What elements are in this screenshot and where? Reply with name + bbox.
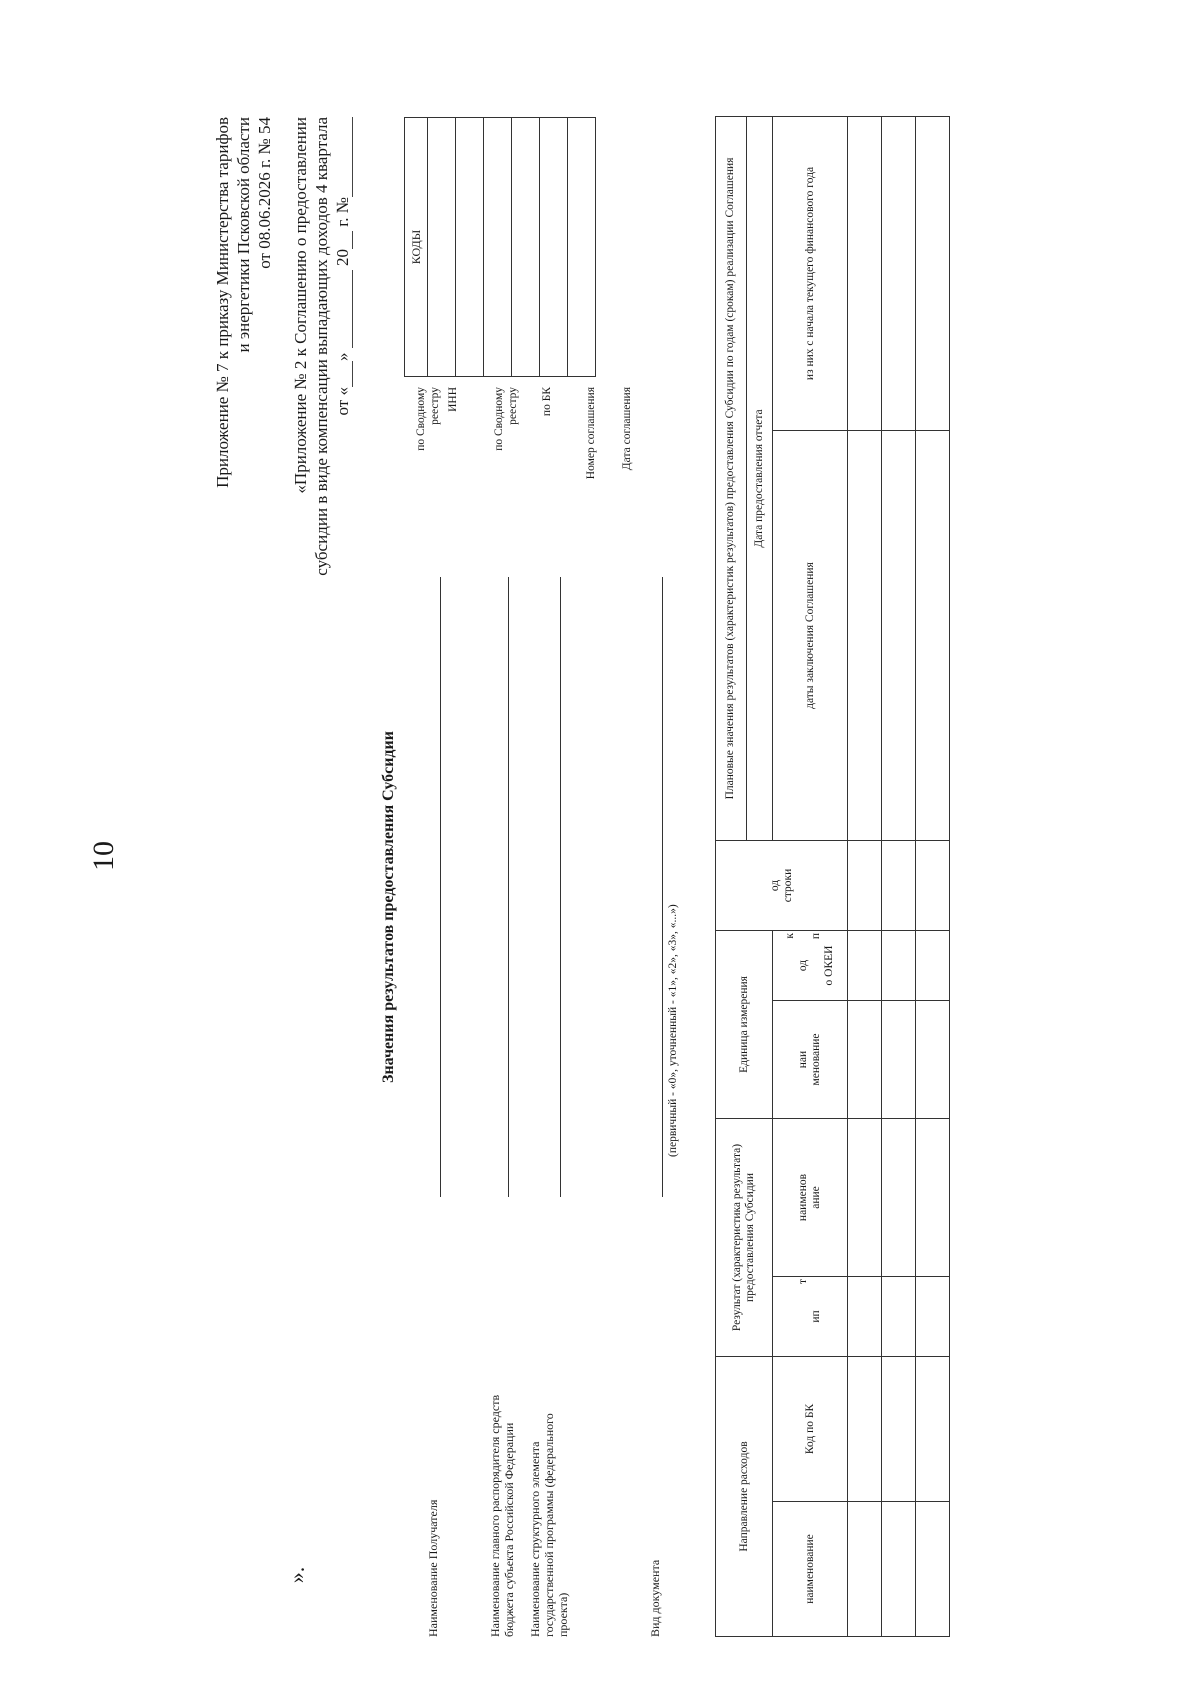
table-cell[interactable]	[882, 431, 916, 841]
header-line-3: от 08.06.2026 г. № 54	[255, 117, 274, 269]
table-cell[interactable]	[916, 431, 950, 841]
unit-code-bottom: о ОКЕИ	[823, 945, 835, 986]
appendix-header	[212, 117, 275, 488]
col-report-date-header: Дата предоставления отчета	[746, 117, 772, 841]
table-row	[848, 117, 882, 1637]
table-cell[interactable]	[882, 1119, 916, 1277]
date-no-label: г. №	[333, 197, 352, 227]
table-cell[interactable]	[916, 1001, 950, 1119]
agreement-header	[290, 117, 353, 576]
row-code-top: од	[768, 879, 781, 892]
result-name-top: наименов	[797, 1173, 809, 1222]
table-cell[interactable]	[848, 1119, 882, 1277]
col-result-header: Результат (характеристика результата) предоставления Субсидии	[716, 1119, 773, 1357]
gr-budget-underline	[508, 577, 509, 1197]
page-title: Значения результатов предоставления Субсидии	[380, 731, 397, 1083]
table-cell[interactable]	[882, 117, 916, 431]
header-line-2: и энергетики Псковской области	[234, 117, 253, 353]
svodny-reestr-label-2: по Сводному реестру	[493, 387, 519, 451]
code-agreement-no-cell[interactable]	[540, 118, 568, 377]
code-svodny-reestr-1-cell[interactable]	[428, 118, 456, 377]
codes-table	[404, 117, 596, 377]
unit-code-mid: од	[797, 959, 809, 972]
unit-code-p: п	[810, 933, 822, 940]
result-name-bottom: ание	[810, 1186, 822, 1209]
table-cell[interactable]	[848, 1001, 882, 1119]
table-cell[interactable]	[916, 117, 950, 431]
col-row-code-header	[716, 841, 848, 931]
year-blank	[337, 231, 353, 249]
struct-element-underline	[560, 577, 561, 1197]
month-blank	[337, 270, 353, 348]
code-bk-cell[interactable]	[512, 118, 540, 377]
col-unit-name	[773, 1001, 848, 1119]
table-cell[interactable]	[882, 841, 916, 931]
doc-type-underline	[662, 577, 663, 1197]
unit-name-top: наи	[797, 1050, 809, 1069]
col-plan-header: Плановые значения результатов (характеристик результатов) предоставления Субсидии по годам (срокам) реализации Соглашения	[716, 117, 747, 841]
closing-quote: ».	[284, 1566, 309, 1584]
code-svodny-reestr-2-cell[interactable]	[484, 118, 512, 377]
table-cell[interactable]	[916, 931, 950, 1001]
table-cell[interactable]	[916, 841, 950, 931]
result-type-top: т	[797, 1279, 809, 1285]
rotated-document	[200, 97, 1030, 1667]
struct-element-label: Наименование структурного элемента государственной программы (федерального проекта)	[528, 1413, 570, 1637]
result-type-bottom: ип	[810, 1310, 822, 1323]
table-cell[interactable]	[882, 931, 916, 1001]
date-quote-close: »	[333, 352, 352, 362]
table-cell[interactable]	[848, 841, 882, 931]
inn-label: ИНН	[447, 387, 459, 412]
number-blank	[337, 117, 353, 197]
table-cell[interactable]	[848, 1502, 882, 1637]
table-cell[interactable]	[882, 1001, 916, 1119]
table-cell[interactable]	[848, 931, 882, 1001]
unit-name-bottom: менование	[810, 1033, 822, 1086]
table-cell[interactable]	[848, 117, 882, 431]
table-cell[interactable]	[848, 431, 882, 841]
header-line-5: субсидии в виде компенсации выпадающих доходов 4 квартала	[312, 117, 331, 576]
agreement-no-label: Номер соглашения	[585, 387, 597, 480]
col-result-name	[773, 1119, 848, 1277]
table-cell[interactable]	[848, 1277, 882, 1357]
table-cell[interactable]	[882, 1357, 916, 1502]
results-table	[715, 116, 950, 1637]
table-cell[interactable]	[916, 1277, 950, 1357]
unit-code-top: к	[784, 933, 796, 939]
recipient-label: Наименование Получателя	[426, 1499, 440, 1637]
row-code-bottom: строки	[781, 868, 794, 903]
agreement-date-line	[332, 117, 353, 576]
col-from-agreement: даты заключения Соглашения	[773, 431, 848, 841]
table-cell[interactable]	[916, 1119, 950, 1277]
table-cell[interactable]	[916, 1502, 950, 1637]
table-cell[interactable]	[882, 1277, 916, 1357]
recipient-underline	[440, 577, 441, 1197]
col-unit-code	[773, 931, 848, 1001]
header-line-1: Приложение № 7 к приказу Министерства тарифов	[213, 117, 232, 488]
table-cell[interactable]	[848, 1357, 882, 1502]
table-row	[916, 117, 950, 1637]
header-line-4: «Приложение № 2 к Соглашению о предоставлении	[291, 117, 310, 494]
date-year-label: 20	[333, 249, 352, 267]
code-agreement-date-cell[interactable]	[568, 118, 596, 377]
col-from-year: из них с начала текущего финансового года	[773, 117, 848, 431]
col-unit-header: Единица измерения	[716, 931, 773, 1119]
doc-type-note: (первичный - «0», уточненный - «1», «2», «3», «...»)	[667, 904, 679, 1157]
gr-budget-label: Наименование главного распорядителя средств бюджета субъекта Российской Федерации	[488, 1394, 516, 1637]
col-direction-name: наименование	[773, 1502, 848, 1637]
svodny-reestr-label-1: по Сводному реестру	[415, 387, 441, 451]
col-direction-header: Направление расходов	[716, 1357, 773, 1637]
doc-type-label: Вид документа	[648, 1559, 662, 1637]
bk-label: по БК	[541, 387, 553, 417]
table-cell[interactable]	[882, 1502, 916, 1637]
agreement-date-label: Дата соглашения	[621, 387, 633, 471]
codes-header: КОДЫ	[405, 118, 428, 377]
table-row	[882, 117, 916, 1637]
date-from-label: от «	[333, 387, 352, 416]
col-result-type	[773, 1277, 848, 1357]
table-cell[interactable]	[916, 1357, 950, 1502]
col-direction-code: Код по БК	[773, 1357, 848, 1502]
day-blank	[337, 361, 353, 387]
page-number: 10	[87, 841, 120, 871]
code-inn-cell[interactable]	[456, 118, 484, 377]
